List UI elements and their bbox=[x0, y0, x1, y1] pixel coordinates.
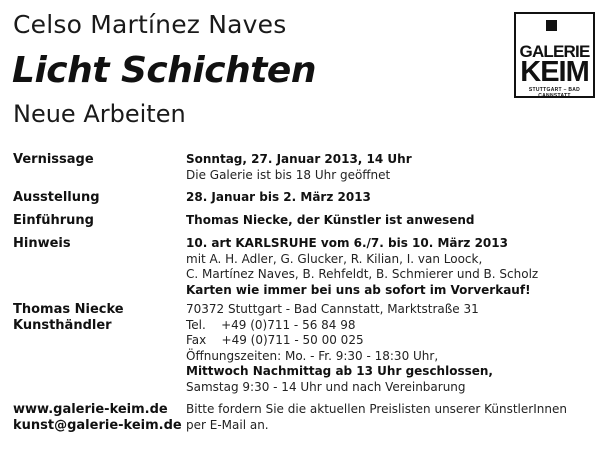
ausstellung-value bbox=[186, 190, 371, 206]
contact-wednesday: Mittwoch Nachmittag ab 13 Uhr geschlossen, bbox=[186, 364, 493, 378]
logo-square-icon bbox=[546, 20, 557, 31]
contact-name: Thomas Niecke bbox=[13, 302, 124, 317]
galerie-keim-logo bbox=[514, 12, 595, 98]
vernissage-value bbox=[186, 152, 412, 183]
vernissage-date: Sonntag, 27. Januar 2013, 14 Uhr bbox=[186, 152, 412, 166]
vernissage-note: Die Galerie ist bis 18 Uhr geöffnet bbox=[186, 167, 391, 182]
contact-details bbox=[186, 302, 493, 395]
einfuehrung-value bbox=[186, 213, 475, 229]
contact-saturday: Samstag 9:30 - 14 Uhr und nach Vereinbarung bbox=[186, 379, 466, 394]
contact-tel: Tel. +49 (0)711 - 56 84 98 bbox=[186, 317, 356, 332]
ausstellung-dates: 28. Januar bis 2. März 2013 bbox=[186, 190, 371, 204]
exhibition-title: Licht Schichten bbox=[12, 50, 316, 91]
footer-info bbox=[186, 402, 567, 433]
footer-info-line1: Bitte fordern Sie die aktuellen Preislisten unserer KünstlerInnen bbox=[186, 402, 567, 416]
hinweis-artists-line1: mit A. H. Adler, G. Glucker, R. Kilian, I. van Loock, bbox=[186, 251, 483, 266]
contact-fax: Fax +49 (0)711 - 50 00 025 bbox=[186, 333, 364, 347]
contact-hours: Öffnungszeiten: Mo. - Fr. 9:30 - 18:30 Uhr, bbox=[186, 348, 439, 363]
logo-line-location: STUTTGART – BAD CANNSTATT bbox=[528, 87, 581, 99]
website-link[interactable]: www.galerie-keim.de bbox=[13, 402, 168, 417]
einfuehrung-label: Einführung bbox=[13, 213, 94, 228]
exhibition-subtitle: Neue Arbeiten bbox=[13, 100, 186, 128]
footer-info-line2: per E-Mail an. bbox=[186, 417, 269, 432]
logo-line-keim: KEIM bbox=[520, 56, 589, 88]
ausstellung-label: Ausstellung bbox=[13, 190, 100, 205]
einfuehrung-text: Thomas Niecke, der Künstler ist anwesend bbox=[186, 213, 475, 227]
hinweis-value bbox=[186, 236, 538, 298]
logo-line-galerie: GALERIE bbox=[519, 42, 590, 61]
hinweis-headline: 10. art KARLSRUHE vom 6./7. bis 10. März 2013 bbox=[186, 236, 508, 250]
email-link[interactable]: kunst@galerie-keim.de bbox=[13, 418, 182, 433]
contact-label bbox=[13, 302, 124, 334]
footer-links bbox=[13, 402, 182, 434]
contact-role: Kunsthändler bbox=[13, 318, 112, 333]
contact-address: 70372 Stuttgart - Bad Cannstatt, Marktstraße 31 bbox=[186, 302, 479, 316]
hinweis-artists-line2: C. Martínez Naves, B. Rehfeldt, B. Schmierer und B. Scholz bbox=[186, 267, 539, 281]
hinweis-tickets: Karten wie immer bei uns ab sofort im Vorverkauf! bbox=[186, 282, 531, 297]
vernissage-label: Vernissage bbox=[13, 152, 94, 167]
hinweis-label: Hinweis bbox=[13, 236, 71, 251]
artist-name: Celso Martínez Naves bbox=[13, 10, 287, 39]
